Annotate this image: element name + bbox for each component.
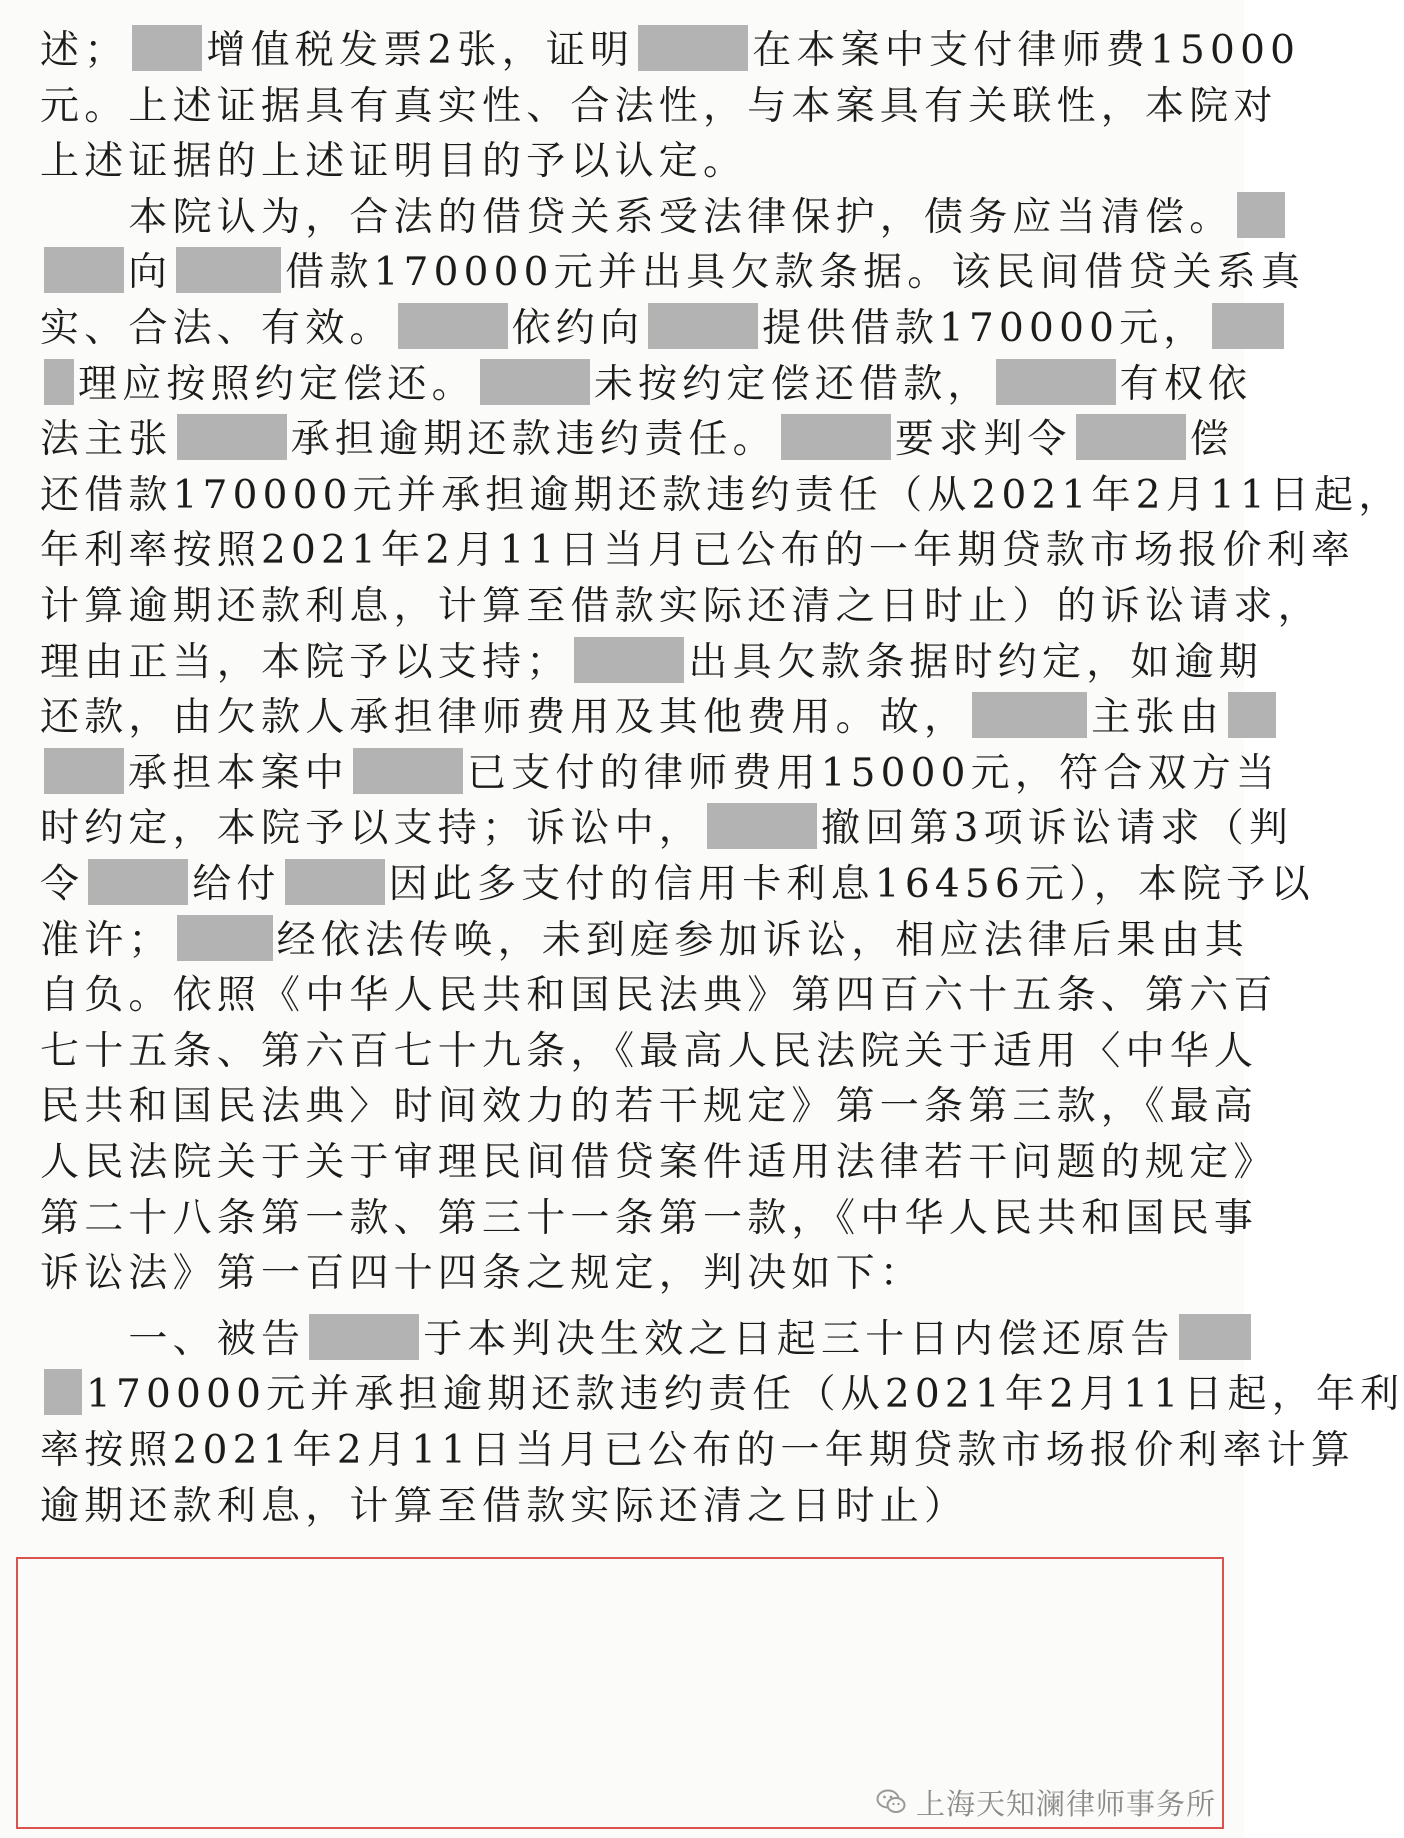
text-segment: 于本判决生效之日起三十日内偿还原告 <box>423 1316 1175 1362</box>
text-segment: 向 <box>128 250 173 296</box>
text-segment: 率按照2021年2月11日当月已公布的一年期贷款市场报价利率计算 <box>40 1428 1356 1473</box>
redaction-block <box>574 637 684 683</box>
text-segment: 诉讼法》第一百四十四条之规定，判决如下： <box>40 1251 925 1297</box>
redaction-block <box>177 414 287 460</box>
text-segment: 述； <box>40 28 129 73</box>
redaction-block <box>1237 192 1285 238</box>
redaction-block <box>398 303 508 349</box>
text-segment: 偿 <box>1189 417 1234 463</box>
text-segment: 自负。依照《中华人民共和国民法典》第四百六十五条、第六百 <box>40 973 1278 1019</box>
redaction-block <box>177 915 273 961</box>
redaction-block <box>309 1314 419 1360</box>
text-segment: 理由正当，本院予以支持； <box>40 639 571 685</box>
text-segment: 出具欠款条据时约定，如逾期 <box>688 639 1264 685</box>
text-segment: 逾期还款利息，计算至借款实际还清之日时止） <box>40 1483 969 1529</box>
text-segment: 一、被告 <box>40 1316 306 1362</box>
text-segment: 理应按照约定偿还。 <box>78 361 476 407</box>
wechat-icon <box>876 1788 906 1816</box>
text-segment: 依约向 <box>511 306 645 351</box>
text-segment: 提供借款170000元， <box>762 306 1208 351</box>
redaction-block <box>996 359 1116 405</box>
redaction-block <box>1212 303 1284 349</box>
redaction-block <box>638 25 748 71</box>
text-segment: 借款170000元并出具欠款条据。该民间借贷关系真 <box>285 250 1306 296</box>
text-segment: 法主张 <box>40 417 173 463</box>
text-segment: 第二十八条第一款、第三十一条第一款，《中华人民共和国民事 <box>40 1195 1259 1241</box>
text-line <box>40 1241 1220 1307</box>
redaction-block <box>972 692 1087 738</box>
text-segment: 经依法传唤，未到庭参加诉讼，相应法律后果由其 <box>276 917 1250 963</box>
redaction-block <box>707 803 817 849</box>
redaction-block <box>781 414 891 460</box>
text-segment: 年利率按照2021年2月11日当月已公布的一年期贷款市场报价利率 <box>40 528 1356 574</box>
redaction-block <box>88 859 188 905</box>
text-segment: 撤回第3项诉讼请求（判 <box>821 806 1294 852</box>
text-segment: 七十五条、第六百七十九条，《最高人民法院关于适用〈中华人 <box>40 1028 1259 1074</box>
text-segment: 有权依 <box>1119 361 1253 407</box>
text-segment: 承担本案中 <box>128 750 350 796</box>
redaction-block <box>353 748 463 794</box>
redaction-block <box>285 859 385 905</box>
text-segment: 令 <box>40 862 85 907</box>
text-segment: 给付 <box>192 862 281 907</box>
text-segment: 还借款170000元并承担逾期还款违约责任（从2021年2月11日起， <box>40 472 1403 518</box>
watermark-text: 上海天知澜律师事务所 <box>915 1786 1216 1821</box>
text-segment: 增值税发票2张，证明 <box>206 28 635 73</box>
text-segment: 承担逾期还款违约责任。 <box>290 417 777 463</box>
text-segment: 准许； <box>40 917 173 963</box>
text-segment: 民共和国民法典〉时间效力的若干规定》第一条第三款，《最高 <box>40 1084 1259 1130</box>
text-line <box>40 1474 1220 1540</box>
wechat-watermark <box>876 1782 1216 1822</box>
text-segment: 已支付的律师费用15000元，符合双方当 <box>467 750 1281 796</box>
redaction-block <box>1076 414 1186 460</box>
text-segment: 元。上述证据具有真实性、合法性，与本案具有关联性，本院对 <box>40 83 1278 129</box>
redaction-block <box>44 359 74 405</box>
text-segment: 本院认为，合法的借贷关系受法律保护，债务应当清偿。 <box>40 194 1234 240</box>
text-segment: 时约定，本院予以支持；诉讼中， <box>40 806 704 852</box>
text-segment: 实、合法、有效。 <box>40 306 394 351</box>
text-segment: 因此多支付的信用卡利息16456元），本院予以 <box>388 862 1315 907</box>
text-segment: 人民法院关于关于审理民间借贷案件适用法律若干问题的规定》 <box>40 1140 1278 1185</box>
text-segment: 170000元并承担逾期还款违约责任（从2021年2月11日起，年利 <box>86 1372 1404 1418</box>
text-segment: 未按约定偿还借款， <box>593 361 992 407</box>
redaction-block <box>44 247 124 293</box>
text-segment: 上述证据的上述证明目的予以认定。 <box>40 139 748 185</box>
text-segment: 计算逾期还款利息，计算至借款实际还清之日时止）的诉讼请求， <box>40 584 1322 629</box>
text-segment: 主张由 <box>1091 695 1224 741</box>
redaction-block <box>44 748 124 794</box>
text-segment: 还款，由欠款人承担律师费用及其他费用。故， <box>40 695 969 741</box>
redaction-block <box>132 25 202 71</box>
redaction-block <box>44 1369 82 1415</box>
text-segment: 在本案中支付律师费15000 <box>752 28 1301 73</box>
redaction-block <box>480 359 590 405</box>
text-segment: 要求判令 <box>894 417 1072 463</box>
redaction-block <box>1179 1314 1251 1360</box>
redaction-block <box>1228 692 1276 738</box>
redaction-block <box>648 303 758 349</box>
redaction-block <box>176 247 281 293</box>
